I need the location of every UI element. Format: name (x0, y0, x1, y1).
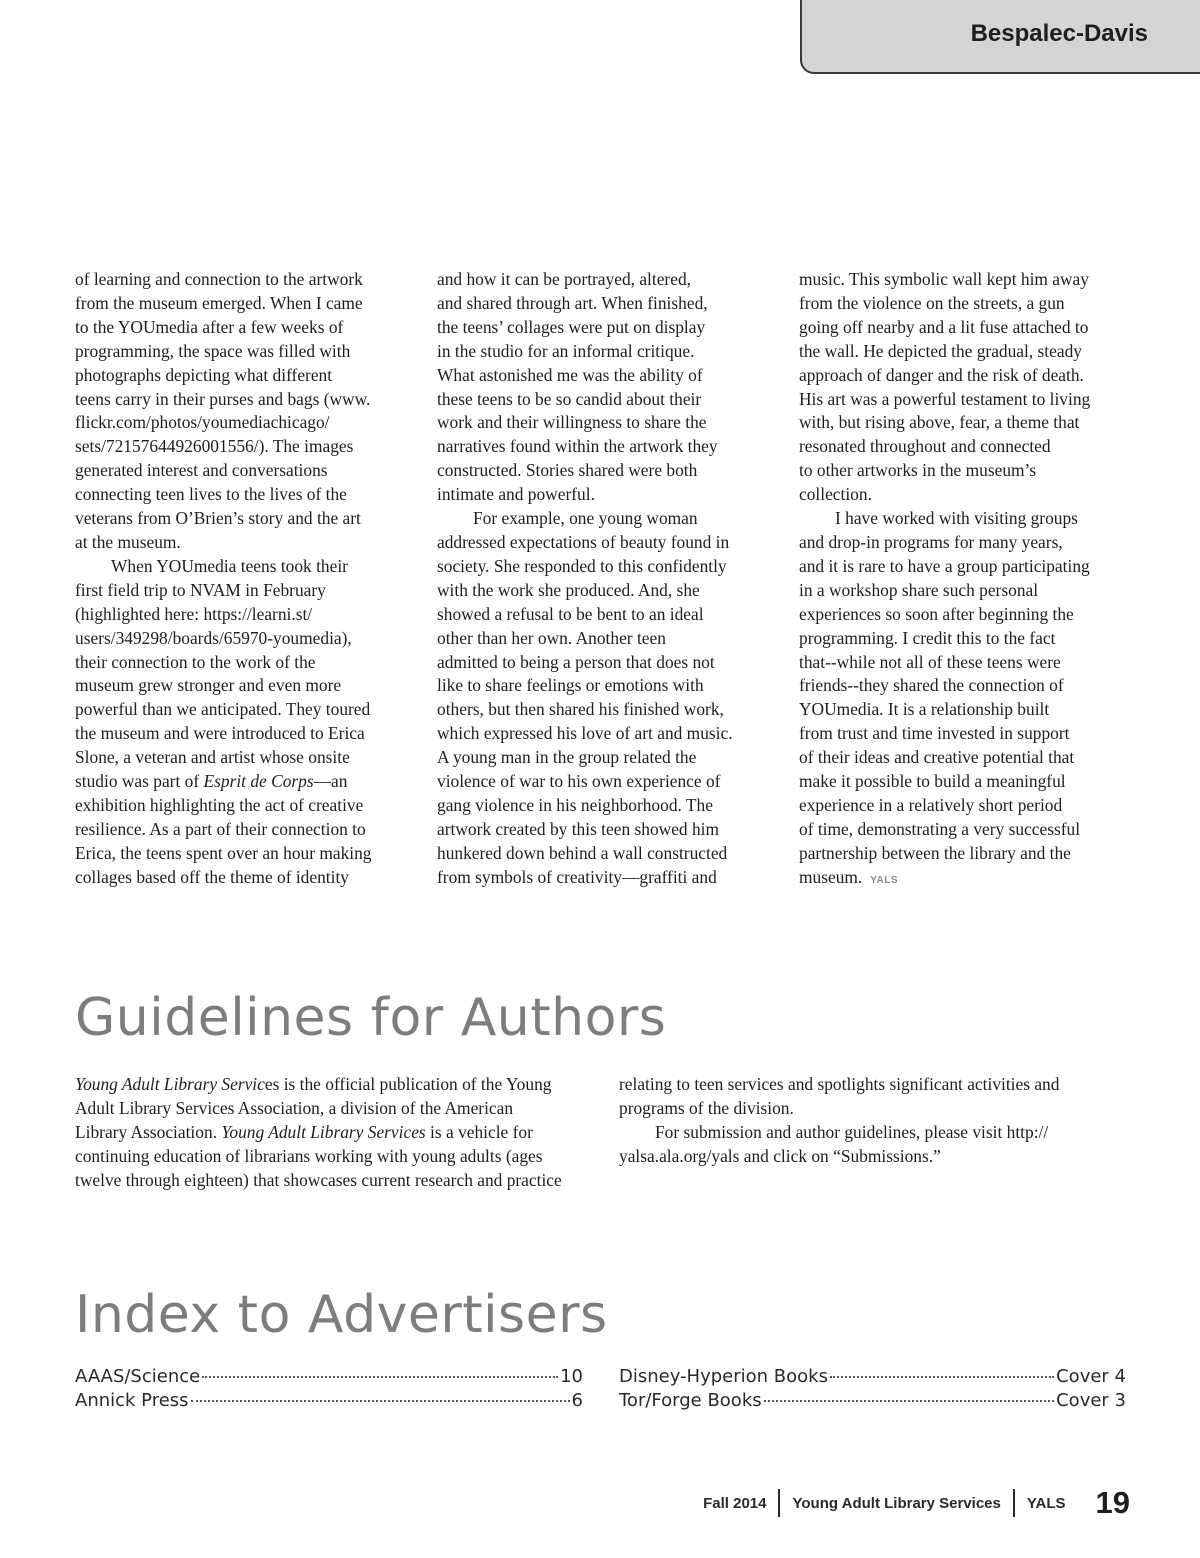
advertisers-list-right (619, 1366, 1126, 1414)
footer-divider (778, 1489, 780, 1517)
advertiser-name: AAAS/Science (75, 1366, 201, 1387)
leader-dots (202, 1362, 558, 1378)
advertiser-entry (619, 1390, 1126, 1414)
page-footer (703, 1486, 1130, 1520)
advertiser-page: Cover 4 (1056, 1366, 1126, 1387)
paragraph: For example, one young woman addressed expectations of beauty found in society. She responded to this confidently with the work she produced. And, she showed a refusal to be bent to an ideal other than her own. Another teen admitted to being a person that does not like to share feelings or emotions with others, but then shared his finished work, which expressed his love of art and music. A young man in the group related the violence of war to his own experience of gang violence in his neighborhood. The artwork created by this teen showed him hunkered down behind a wall constructed from symbols of creativity—graffiti and (437, 508, 733, 887)
page-number: 19 (1095, 1485, 1130, 1520)
article-column-1 (75, 268, 415, 890)
paragraph: relating to teen services and spotlights significant activities and programs of the division. (619, 1074, 1060, 1118)
paragraph: For submission and author guidelines, please visit http:// yalsa.ala.org/yals and click on “Submissions.” (619, 1122, 1049, 1166)
paragraph (75, 1072, 595, 1192)
paragraph: and how it can be portrayed, altered, and shared through art. When finished, the teens’ collages were put on display in the studio for an informal critique. What astonished me was the ability of these teens to be so candid about their work and their willingness to share the narratives found within the artwork they constructed. Stories shared were both intimate and powerful. (437, 269, 718, 505)
advertisers-list-left (75, 1366, 583, 1414)
running-header-author: Bespalec-Davis (970, 20, 1148, 47)
paragraph (799, 507, 1144, 893)
paragraph (75, 555, 415, 890)
footer-divider (1013, 1489, 1015, 1517)
leader-dots (830, 1362, 1054, 1378)
paragraph-text: When YOUmedia teens took their first field trip to NVAM in February (highlighted here: https://learni.st/ users/349298/boards/65970-youmedia), their connection to the work of the museum grew stronger and even more powerful than we anticipated. They toured the museum and were introduced to Erica Slone, a veteran and artist whose onsite studio was part of (75, 555, 371, 792)
publication-title: Young Adult Library Servic (75, 1074, 265, 1094)
paragraph-text: I have worked with visiting groups and drop-in programs for many years, and it is rare to have a group participating in a workshop share such personal experiences so soon after beginning the programming. I credit this to the fact that--while not all of these teens were friends--they shared the connection of YOUmedia. It is a relationship built from trust and time invested in support of their ideas and creative potential that make it possible to build a meaningful experience in a relatively short period of time, demonstrating a very successful partnership between the library and the museum. (799, 508, 1090, 887)
publication-title: Young Adult Library Services (221, 1122, 426, 1142)
leader-dots (191, 1386, 570, 1402)
advertiser-page: 6 (571, 1390, 583, 1411)
advertiser-page: Cover 3 (1056, 1390, 1126, 1411)
advertiser-name: Tor/Forge Books (619, 1390, 762, 1411)
running-header-tab (800, 0, 1200, 74)
advertiser-name: Disney-Hyperion Books (619, 1366, 828, 1387)
article-column-3 (799, 268, 1144, 893)
end-mark: YALS (870, 874, 899, 886)
footer-journal: Young Adult Library Services (792, 1494, 1001, 1512)
paragraph-text: is a vehicle for continuing education of librarians working with young adults (ages twelve through eighteen) that showcases current research and practice (75, 1122, 562, 1190)
paragraph: of learning and connection to the artwork from the museum emerged. When I came to the YOUmedia after a few weeks of programming, the space was filled with photographs depicting what different teens carry in their purses and bags (www. flickr.com/photos/youmediachicago/ sets/72157644926001556/). The images generated interest and conversations connecting teen lives to the lives of the veterans from O’Brien’s story and the art at the museum. (75, 269, 371, 552)
guidelines-heading: Guidelines for Authors (75, 988, 667, 1048)
leader-dots (764, 1386, 1054, 1402)
footer-issue: Fall 2014 (703, 1494, 767, 1512)
advertiser-entry (75, 1390, 583, 1414)
footer-abbrev: YALS (1026, 1494, 1066, 1512)
paragraph-text: —an exhibition highlighting the act of creative resilience. As a part of their connection to Erica, the teens spent over an hour making collages based off the theme of identity (75, 771, 372, 887)
exhibition-title: Esprit de Corps (203, 771, 314, 792)
advertisers-heading: Index to Advertisers (75, 1285, 608, 1345)
guidelines-column-left (75, 1072, 595, 1192)
guidelines-column-right (619, 1072, 1139, 1168)
advertiser-page: 10 (560, 1366, 583, 1387)
paragraph-text: es is the official publication of the Young Adult Library Services Association, a division of the American Library Association. (75, 1074, 552, 1142)
article-column-2 (437, 268, 782, 890)
advertiser-name: Annick Press (75, 1390, 189, 1411)
paragraph: music. This symbolic wall kept him away from the violence on the streets, a gun going off nearby and a lit fuse attached to the wall. He depicted the gradual, steady approach of danger and the risk of death. His art was a powerful testament to living with, but rising above, fear, a theme that resonated throughout and connected to other artworks in the museum’s collection. (799, 269, 1091, 505)
